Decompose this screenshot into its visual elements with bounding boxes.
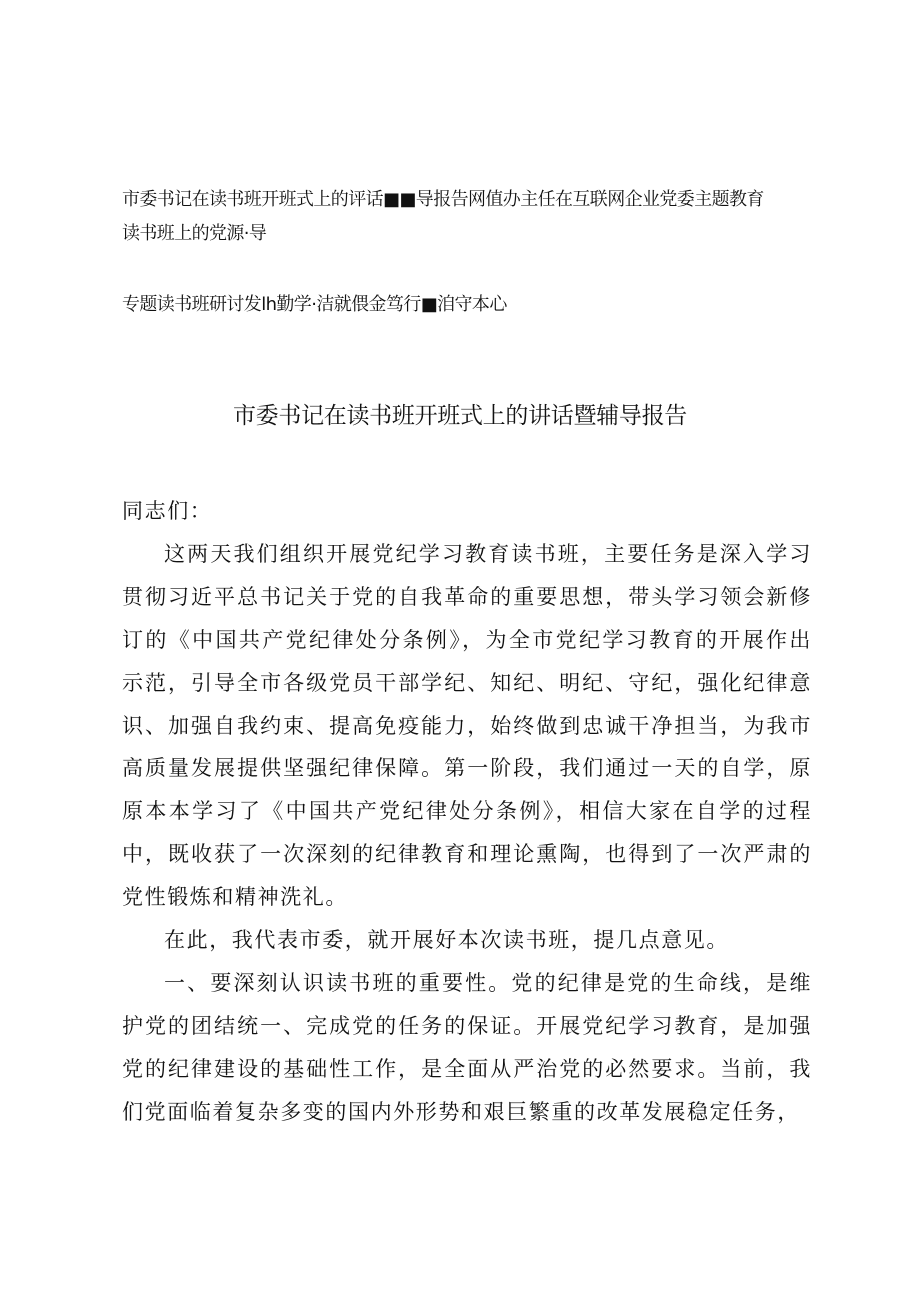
- body-paragraph: 这两天我们组织开展党纪学习教育读书班，主要任务是深入学习贯彻习近平总书记关于党的自我革命的重要思想，带头学习领会新修订的《中国共产党纪律处分条例》，为全市党纪学习教育的开展作出示范，引导全市各级党员干部学纪、知纪、明纪、守纪，强化纪律意识、加强自我约束、提高免疫能力，始终做到忠诚干净担当，为我市高质量发展提供坚强纪律保障。第一阶段，我们通过一天的自学，原原本本学习了《中国共产党纪律处分条例》，相信大家在自学的过程中，既收获了一次深刻的纪律教育和理论熏陶，也得到了一次严肃的党性锻炼和精神洗礼。: [122, 541, 812, 910]
- body-paragraph: 在此，我代表市委，就开展好本次读书班，提几点意见。: [164, 928, 729, 953]
- related-document-title-continued: 读书班上的党源·导: [122, 223, 267, 244]
- related-document-title: 市委书记在读书班开班式上的评话■■导报告网值办主任在互联网企业党委主题教育: [122, 189, 764, 210]
- spacer: [122, 251, 812, 288]
- related-documents-list: [122, 183, 812, 322]
- salutation: 同志们：: [122, 499, 213, 523]
- related-document-title: 专题读书班研讨发lh勤学·洁就偎金笃行■洎守本心: [122, 294, 507, 315]
- document-body: [122, 490, 812, 1134]
- body-paragraph: 一、要深刻认识读书班的重要性。党的纪律是党的生命线，是维护党的团结统一、完成党的任务的保证。开展党纪学习教育，是加强党的纪律建设的基础性工作，是全面从严治党的必然要求。当前，我们党面临着复杂多变的国内外形势和艰巨繁重的改革发展稳定任务，: [122, 970, 812, 1124]
- document-title: 市委书记在读书班开班式上的讲话暨辅导报告: [232, 403, 687, 429]
